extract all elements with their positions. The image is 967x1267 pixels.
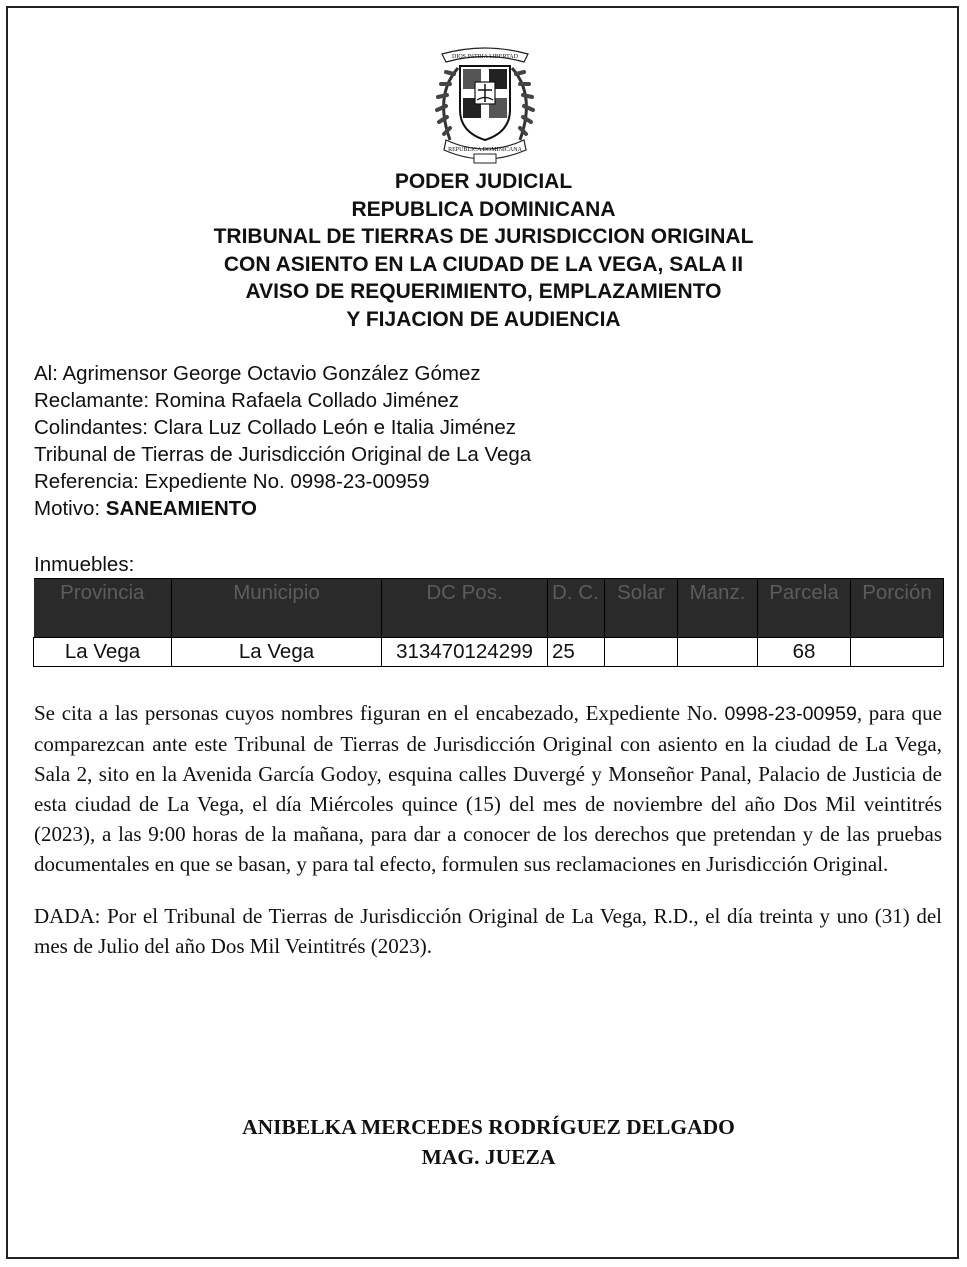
col-dc: D. C.: [548, 579, 605, 638]
cell-provincia: La Vega: [34, 638, 172, 667]
col-dc-pos: DC Pos.: [382, 579, 548, 638]
cell-manz: [678, 638, 758, 667]
col-manz: Manz.: [678, 579, 758, 638]
info-colindantes: Colindantes: Clara Luz Collado León e Italia Jiménez: [34, 416, 517, 439]
inmuebles-table: [33, 578, 944, 667]
citation-expediente: 0998-23-00959: [724, 703, 857, 725]
info-referencia: Referencia: Expediente No. 0998-23-00959: [34, 470, 430, 493]
signature-name: ANIBELKA MERCEDES RODRÍGUEZ DELGADO: [242, 1115, 735, 1139]
col-municipio: Municipio: [172, 579, 382, 638]
cell-porcion: [851, 638, 944, 667]
table-header-row: [34, 579, 944, 638]
header-line-asiento: CON ASIENTO EN LA CIUDAD DE LA VEGA, SALA II: [223, 252, 744, 276]
citation-text-b: , para que comparezcan ante este Tribunal de Tierras de Jurisdicción Original con asiento en la ciudad de La Vega, Sala 2, sito en la Avenida García Godoy, esquina calles Duvergé y Monseñor Panal, Palacio de Justicia de esta ciudad de La Vega, el día Miércoles quince (15) del mes de noviembre del año Dos Mil veintitrés (2023), a las 9:00 horas de la mañana, para dar a conocer de los derechos que pretendan y de las pruebas documentales en que se basan, y para tal efecto, formulen sus reclamaciones en Jurisdicción Original.: [34, 701, 942, 876]
paragraph-dada: DADA: Por el Tribunal de Tierras de Jurisdicción Original de La Vega, R.D., el día treinta y uno (31) del mes de Julio del año Dos Mil Veintitrés (2023).: [34, 904, 942, 958]
motivo-value: SANEAMIENTO: [105, 497, 257, 520]
paragraph-citation: [34, 698, 942, 879]
info-tribunal: Tribunal de Tierras de Jurisdicción Original de La Vega: [34, 443, 532, 466]
citation-text-a: Se cita a las personas cuyos nombres figuran en el encabezado, Expediente No.: [34, 701, 725, 725]
info-al: Al: Agrimensor George Octavio González Gómez: [34, 362, 481, 385]
header-line-republica: REPUBLICA DOMINICANA: [351, 197, 616, 221]
col-solar: Solar: [605, 579, 678, 638]
signature-block: [0, 1112, 967, 1172]
info-reclamante: Reclamante: Romina Rafaela Collado Jiménez: [34, 389, 460, 412]
motivo-label: Motivo:: [34, 497, 106, 520]
header-line-tribunal: TRIBUNAL DE TIERRAS DE JURISDICCION ORIGINAL: [213, 225, 754, 248]
col-porcion: Porción: [851, 579, 944, 638]
cell-dc: 25: [548, 638, 605, 667]
inmuebles-label: Inmuebles:: [34, 553, 135, 576]
col-parcela: Parcela: [758, 579, 851, 638]
header-line-fijacion: Y FIJACION DE AUDIENCIA: [346, 307, 621, 331]
coat-of-arms-seal: [428, 40, 542, 166]
document-header: [0, 168, 967, 333]
seal-banner-text: DIOS PATRIA LIBERTAD: [452, 54, 518, 60]
cell-dc-pos: 313470124299: [382, 638, 548, 667]
cell-municipio: La Vega: [172, 638, 382, 667]
col-provincia: Provincia: [34, 579, 172, 638]
cell-solar: [605, 638, 678, 667]
seal-ribbon-text: REPUBLICA DOMINICANA: [448, 147, 522, 153]
case-info: [34, 360, 531, 522]
info-motivo: [34, 495, 531, 522]
signature-title: MAG. JUEZA: [421, 1145, 556, 1169]
header-line-aviso: AVISO DE REQUERIMIENTO, EMPLAZAMIENTO: [245, 280, 722, 303]
notice-body: [34, 698, 942, 983]
table-row: [34, 638, 944, 667]
header-line-poder-judicial: PODER JUDICIAL: [394, 170, 573, 193]
cell-parcela: 68: [758, 638, 851, 667]
